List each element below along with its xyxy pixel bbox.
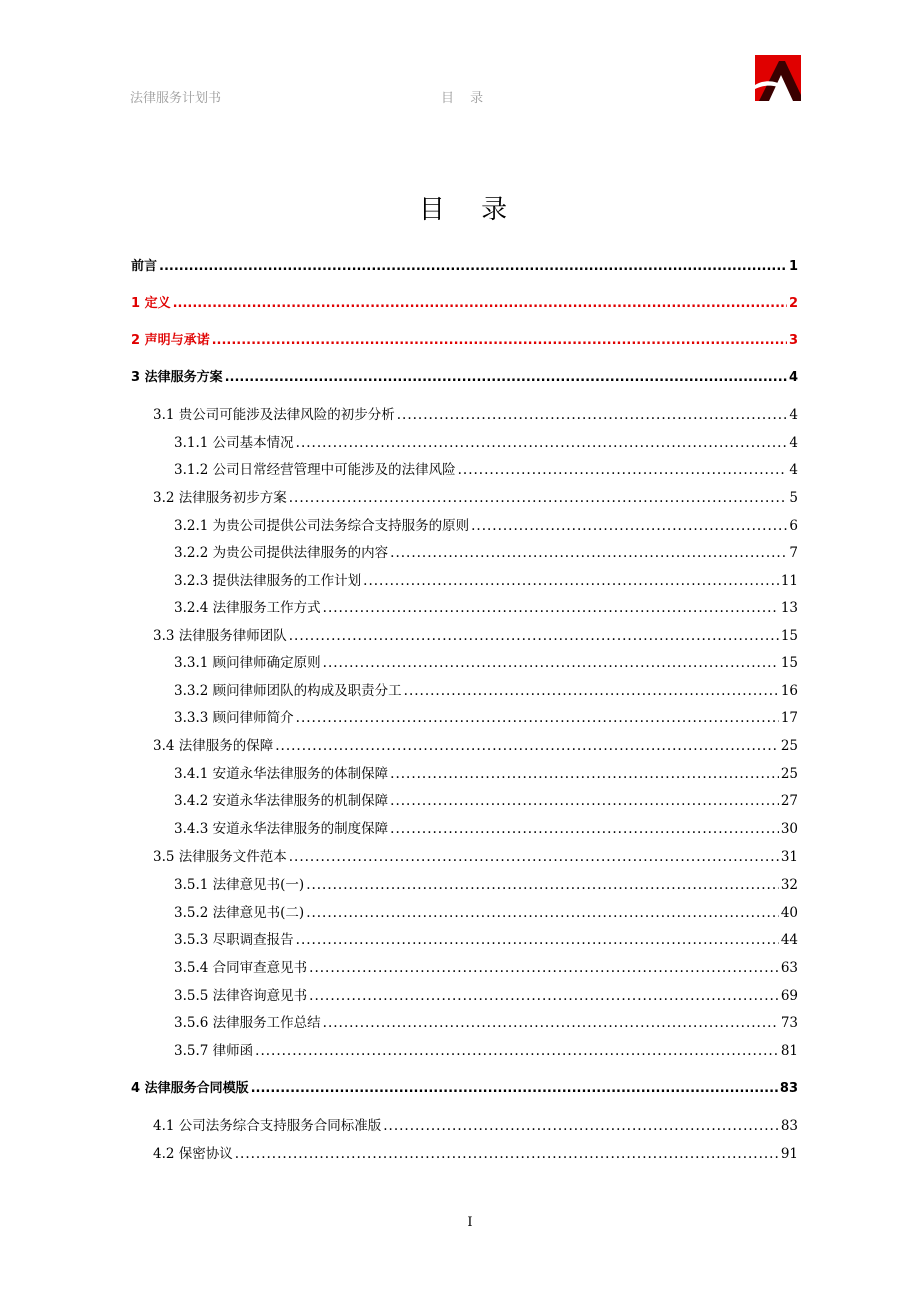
toc-entry-page: 5 xyxy=(789,490,798,506)
toc-dot-leader xyxy=(275,737,779,755)
toc-entry[interactable] xyxy=(174,572,798,590)
toc-entry-title: 3.3 法律服务律师团队 xyxy=(153,628,287,644)
toc-dot-leader xyxy=(390,544,787,562)
toc-dot-leader xyxy=(390,820,779,838)
toc-entry-page: 4 xyxy=(789,407,798,423)
toc-entry-title: 3.5.6 法律服务工作总结 xyxy=(174,1015,321,1031)
toc-entry-title: 3.4.1 安道永华法律服务的体制保障 xyxy=(174,766,389,782)
toc-dot-leader xyxy=(383,1117,779,1135)
toc-dot-leader xyxy=(255,1042,779,1060)
toc-entry-title: 4 法律服务合同模版 xyxy=(131,1081,249,1096)
toc-dot-leader xyxy=(309,987,779,1005)
toc-dot-leader xyxy=(212,332,787,350)
toc-entry-title: 3.1.1 公司基本情况 xyxy=(174,435,294,451)
toc-entry-title: 4.1 公司法务综合支持服务合同标准版 xyxy=(153,1118,382,1134)
toc-entry[interactable] xyxy=(174,876,798,894)
toc-entry[interactable] xyxy=(174,599,798,617)
toc-entry-page: 4 xyxy=(788,370,798,385)
toc-dot-leader xyxy=(390,792,779,810)
toc-dot-leader xyxy=(363,572,779,590)
toc-dot-leader xyxy=(289,627,779,645)
toc-entry-page: 30 xyxy=(780,821,798,837)
toc-entry-page: 63 xyxy=(780,960,798,976)
toc-entry-page: 4 xyxy=(789,435,798,451)
toc-dot-leader xyxy=(397,406,788,424)
toc-entry-page: 1 xyxy=(788,259,798,274)
toc-entry-page: 44 xyxy=(780,932,798,948)
toc-entry-page: 3 xyxy=(788,333,798,348)
toc-entry-title: 3.1 贵公司可能涉及法律风险的初步分析 xyxy=(153,407,395,423)
toc-entry-page: 15 xyxy=(780,628,798,644)
toc-entry-title: 3.2 法律服务初步方案 xyxy=(153,490,287,506)
toc-entry[interactable] xyxy=(153,1117,798,1135)
toc-entry[interactable] xyxy=(174,1014,798,1032)
toc-entry[interactable] xyxy=(174,904,798,922)
toc-entry-page: 40 xyxy=(780,905,798,921)
toc-dot-leader xyxy=(309,959,779,977)
toc-dot-leader xyxy=(296,434,788,452)
toc-entry-page: 7 xyxy=(789,545,798,561)
toc-dot-leader xyxy=(289,489,788,507)
toc-entry[interactable] xyxy=(131,258,798,276)
toc-entry-title: 3.4.3 安道永华法律服务的制度保障 xyxy=(174,821,389,837)
toc-entry-page: 25 xyxy=(780,766,798,782)
toc-entry-page: 81 xyxy=(780,1043,798,1059)
toc-entry-title: 前言 xyxy=(131,259,158,274)
toc-dot-leader xyxy=(225,369,787,387)
toc-entry-title: 3.2.4 法律服务工作方式 xyxy=(174,600,321,616)
toc-dot-leader xyxy=(323,599,779,617)
toc-entry-title: 3.3.1 顾问律师确定原则 xyxy=(174,655,321,671)
toc-entry[interactable] xyxy=(174,931,798,949)
toc-entry-title: 4.2 保密协议 xyxy=(153,1146,233,1162)
toc-dot-leader xyxy=(323,1014,779,1032)
toc-entry[interactable] xyxy=(174,517,798,535)
toc-entry[interactable] xyxy=(174,709,798,727)
toc-dot-leader xyxy=(306,904,779,922)
toc-entry-page: 69 xyxy=(780,988,798,1004)
toc-dot-leader xyxy=(390,765,779,783)
toc-entry-title: 3.2.1 为贵公司提供公司法务综合支持服务的原则 xyxy=(174,518,470,534)
toc-entry[interactable] xyxy=(174,959,798,977)
toc-entry[interactable] xyxy=(174,461,798,479)
toc-entry[interactable] xyxy=(174,820,798,838)
toc-dot-leader xyxy=(235,1145,779,1163)
page-title: 目 录 xyxy=(418,195,522,225)
toc-entry-title: 3.2.2 为贵公司提供法律服务的内容 xyxy=(174,545,389,561)
toc-dot-leader xyxy=(404,682,779,700)
toc-dot-leader xyxy=(296,709,779,727)
toc-entry-page: 11 xyxy=(780,573,798,589)
toc-entry-page: 2 xyxy=(788,296,798,311)
toc-entry[interactable] xyxy=(131,1080,798,1098)
toc-dot-leader xyxy=(458,461,788,479)
toc-entry-title: 3.4 法律服务的保障 xyxy=(153,738,274,754)
toc-entry-page: 31 xyxy=(780,849,798,865)
toc-dot-leader xyxy=(173,295,787,313)
toc-entry-title: 3.5.2 法律意见书(二) xyxy=(174,905,305,921)
toc-entry[interactable] xyxy=(153,737,798,755)
toc-entry-title: 3 法律服务方案 xyxy=(131,370,223,385)
toc-dot-leader xyxy=(323,654,779,672)
toc-dot-leader xyxy=(471,517,787,535)
toc-entry-page: 13 xyxy=(780,600,798,616)
toc-entry-title: 3.4.2 安道永华法律服务的机制保障 xyxy=(174,793,389,809)
toc-entry-page: 32 xyxy=(780,877,798,893)
toc-entry[interactable] xyxy=(174,1042,798,1060)
toc-dot-leader xyxy=(251,1080,778,1098)
toc-entry[interactable] xyxy=(153,489,798,507)
toc-entry-title: 3.1.2 公司日常经营管理中可能涉及的法律风险 xyxy=(174,462,456,478)
toc-entry-title: 3.5 法律服务文件范本 xyxy=(153,849,287,865)
toc-entry[interactable] xyxy=(153,1145,798,1163)
toc-entry-title: 3.3.2 顾问律师团队的构成及职责分工 xyxy=(174,683,402,699)
toc-entry-page: 17 xyxy=(780,710,798,726)
toc-entry-title: 3.3.3 顾问律师简介 xyxy=(174,710,294,726)
toc-entry-title: 2 声明与承诺 xyxy=(131,333,210,348)
toc-entry-page: 4 xyxy=(789,462,798,478)
running-header-title: 法律服务计划书 xyxy=(130,91,222,106)
toc-entry[interactable] xyxy=(131,332,798,350)
toc-entry-title: 3.5.5 法律咨询意见书 xyxy=(174,988,308,1004)
toc-entry-title: 3.5.7 律师函 xyxy=(174,1043,254,1059)
toc-entry[interactable] xyxy=(174,682,798,700)
toc-dot-leader xyxy=(296,931,779,949)
toc-entry[interactable] xyxy=(174,434,798,452)
toc-dot-leader xyxy=(159,258,787,276)
toc-entry-page: 6 xyxy=(789,518,798,534)
toc-entry-page: 25 xyxy=(780,738,798,754)
running-header-section: 目 录 xyxy=(441,91,490,106)
toc-entry[interactable] xyxy=(153,627,798,645)
toc-entry[interactable] xyxy=(174,792,798,810)
toc-entry[interactable] xyxy=(174,765,798,783)
toc-entry[interactable] xyxy=(131,295,798,313)
toc-entry[interactable] xyxy=(174,654,798,672)
toc-dot-leader xyxy=(306,876,779,894)
toc-entry-page: 16 xyxy=(780,683,798,699)
toc-entry-title: 3.5.3 尽职调查报告 xyxy=(174,932,294,948)
toc-entry-page: 83 xyxy=(779,1081,798,1096)
toc-entry[interactable] xyxy=(131,369,798,387)
page-number: I xyxy=(467,1215,473,1230)
toc-entry-title: 1 定义 xyxy=(131,296,171,311)
toc-entry[interactable] xyxy=(153,848,798,866)
toc-entry-page: 91 xyxy=(780,1146,798,1162)
toc-entry-page: 27 xyxy=(780,793,798,809)
toc-entry-title: 3.5.1 法律意见书(一) xyxy=(174,877,305,893)
toc-entry-page: 15 xyxy=(780,655,798,671)
toc-dot-leader xyxy=(289,848,779,866)
toc-entry[interactable] xyxy=(174,987,798,1005)
toc-entry-page: 83 xyxy=(780,1118,798,1134)
toc-entry-title: 3.2.3 提供法律服务的工作计划 xyxy=(174,573,362,589)
toc-entry[interactable] xyxy=(153,406,798,424)
toc-entry-title: 3.5.4 合同审查意见书 xyxy=(174,960,308,976)
toc-entry-page: 73 xyxy=(780,1015,798,1031)
toc-entry[interactable] xyxy=(174,544,798,562)
